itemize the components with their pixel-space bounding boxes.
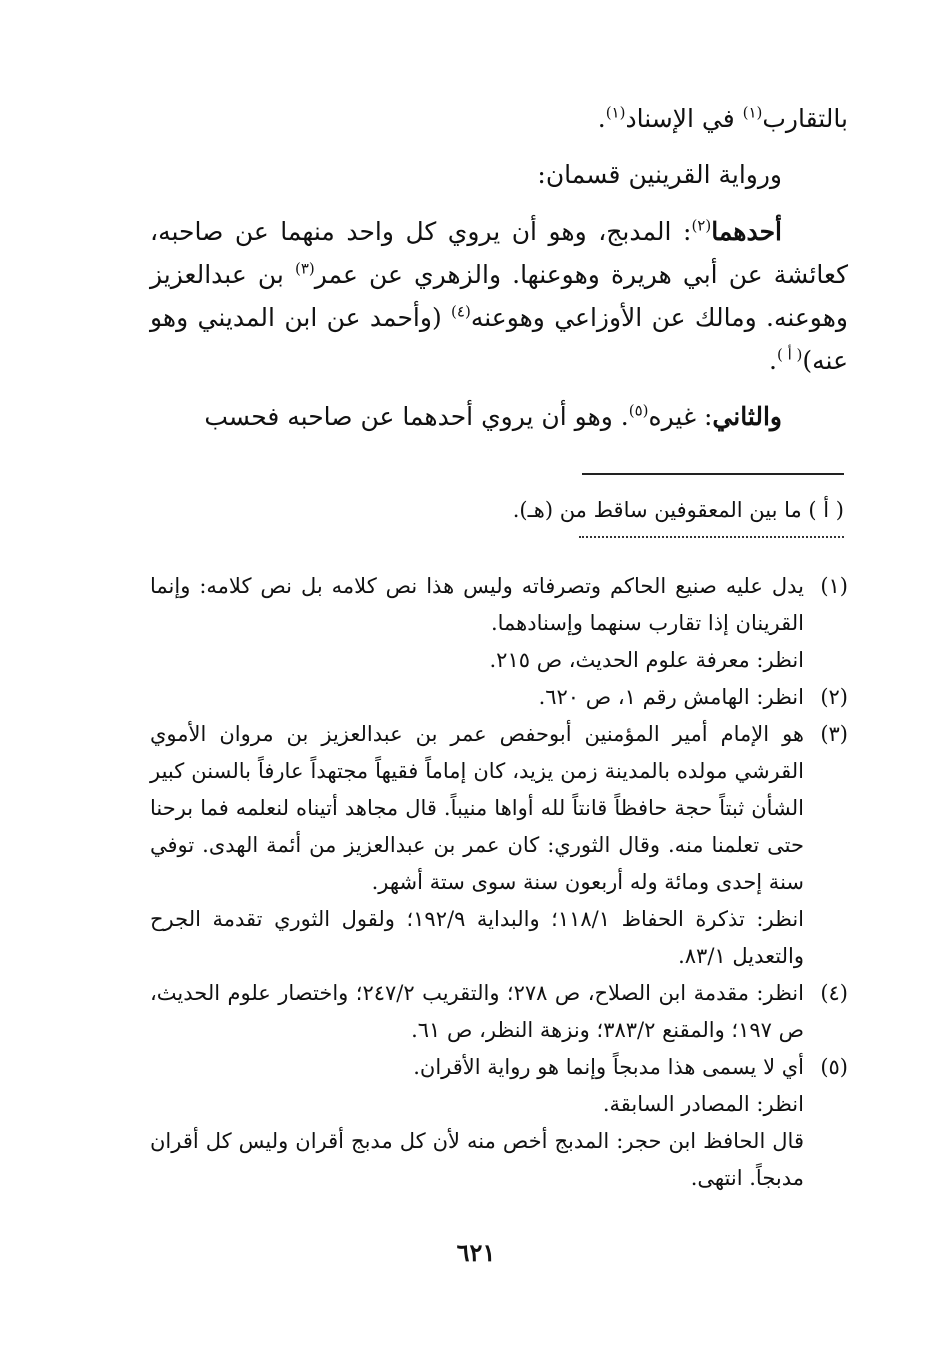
paragraph-text: . وهو أن يروي أحدهما عن صاحبه فحسب	[204, 402, 629, 431]
footnote-ref: (١)	[742, 103, 763, 122]
footnote-body	[150, 975, 804, 1049]
footnote-ref: (٣)	[294, 259, 315, 278]
footnote-body	[150, 568, 804, 679]
main-line-2: ورواية القرينين قسمان:	[537, 160, 782, 189]
footnote-body	[150, 679, 804, 716]
main-line-1-end: .	[597, 104, 606, 133]
footnote-line: انظر: الهامش رقم ١، ص ٦٢٠.	[538, 685, 804, 709]
paragraph-text: : المدبج، وهو أن يروي كل واحد منهما عن صاحبه، كعائشة عن أبي هريرة وهوعنها. والزهري عن عمر	[150, 217, 848, 289]
page-number: ٦٢١	[456, 1238, 496, 1267]
footnote-line: انظر: معرفة علوم الحديث، ص ٢١٥.	[489, 648, 804, 672]
paragraph-end: .	[769, 346, 777, 375]
footnotes	[150, 568, 848, 1197]
paragraph-first-type	[150, 210, 848, 382]
footnote-body	[150, 716, 804, 975]
footnote-body	[150, 1049, 804, 1197]
footnote-item	[150, 716, 848, 975]
footnote-ref: (٤)	[451, 302, 471, 321]
footnote-item	[150, 679, 848, 716]
footnote-number: (٤)	[820, 981, 848, 1005]
footnote-ref: (١)	[605, 103, 626, 122]
paragraph-text: : غيره	[648, 402, 713, 431]
main-line-1-text-2: في الإسناد	[625, 104, 743, 133]
footnote-line: أي لا يسمى هذا مدبجاً وإنما هو رواية الأقران.	[413, 1055, 804, 1079]
paragraph-label: والثاني	[712, 402, 782, 431]
footnote-number: (١)	[820, 574, 848, 598]
footnote-line: هو الإمام أمير المؤمنين أبوحفص عمر بن عبدالعزيز بن مروان الأموي القرشي مولده بالمدينة زمن يزيد، كان إماماً فقيهاً مجتهداً عارفاً بالسنن كبير الشأن ثبتاً حجة حافظاً قانتاً لله أواها منيباً. قال مجاهد أتيناه لنعلمه فما برحنا حتى تعلمنا منه. وقال الثوري: كان عمر بن عبدالعزيز من أئمة الهدى. توفي سنة إحدى ومائة وله أربعون سنة سوى ستة أشهر.	[150, 722, 804, 894]
paragraph-text: بن عبدالعزيز وهوعنه. ومالك عن الأوزاعي وهوعنه	[150, 260, 848, 332]
main-line-1	[150, 92, 848, 146]
footnote-number: (٢)	[820, 685, 848, 709]
paragraph-second-type	[150, 390, 848, 444]
footnote-ref: ( أ )	[776, 345, 803, 364]
paragraph-label: أحدهما	[711, 217, 782, 246]
footnote-number: (٥)	[820, 1055, 848, 1079]
footnote-line: انظر: تذكرة الحفاظ ١١٨/١؛ والبداية ١٩٢/٩؛ ولقول الثوري تقدمة الجرح والتعديل ٨٣/١.	[150, 907, 805, 968]
main-text	[150, 92, 848, 444]
footnote-line: انظر: المصادر السابقة.	[602, 1092, 804, 1116]
footnote-ref: (٢)	[691, 216, 712, 235]
footnote-line: قال الحافظ ابن حجر: المدبج أخص منه لأن كل مدبج أقران وليس كل أقران مدبجاً. انتهى.	[150, 1129, 804, 1190]
footnote-item	[150, 568, 848, 679]
footnote-bracket-note: ( أ ) ما بين المعقوفين ساقط من (هـ).	[512, 498, 844, 522]
footnote-item	[150, 1049, 848, 1197]
footnote-number: (٣)	[820, 722, 848, 746]
footnote-ref: (٥)	[628, 401, 649, 420]
footnote-line: انظر: مقدمة ابن الصلاح، ص ٢٧٨؛ والتقريب ٢٤٧/٢؛ واختصار علوم الحديث، ص ١٩٧؛ والمقنع ٣٨٣/٢؛ ونزهة النظر، ص ٦١.	[150, 981, 804, 1042]
dotted-separator	[579, 536, 844, 538]
footnote-separator	[582, 473, 844, 475]
paragraph-text: (وأحمد عن ابن المديني وهو عنه)	[150, 303, 848, 375]
footnote-item	[150, 975, 848, 1049]
footnote-line: يدل عليه صنيع الحاكم وتصرفاته وليس هذا نص كلامه بل نص كلامه: وإنما القرينان إذا تقارب سنهما وإسنادهما.	[150, 574, 804, 635]
main-line-1-text: بالتقارب	[762, 104, 848, 133]
